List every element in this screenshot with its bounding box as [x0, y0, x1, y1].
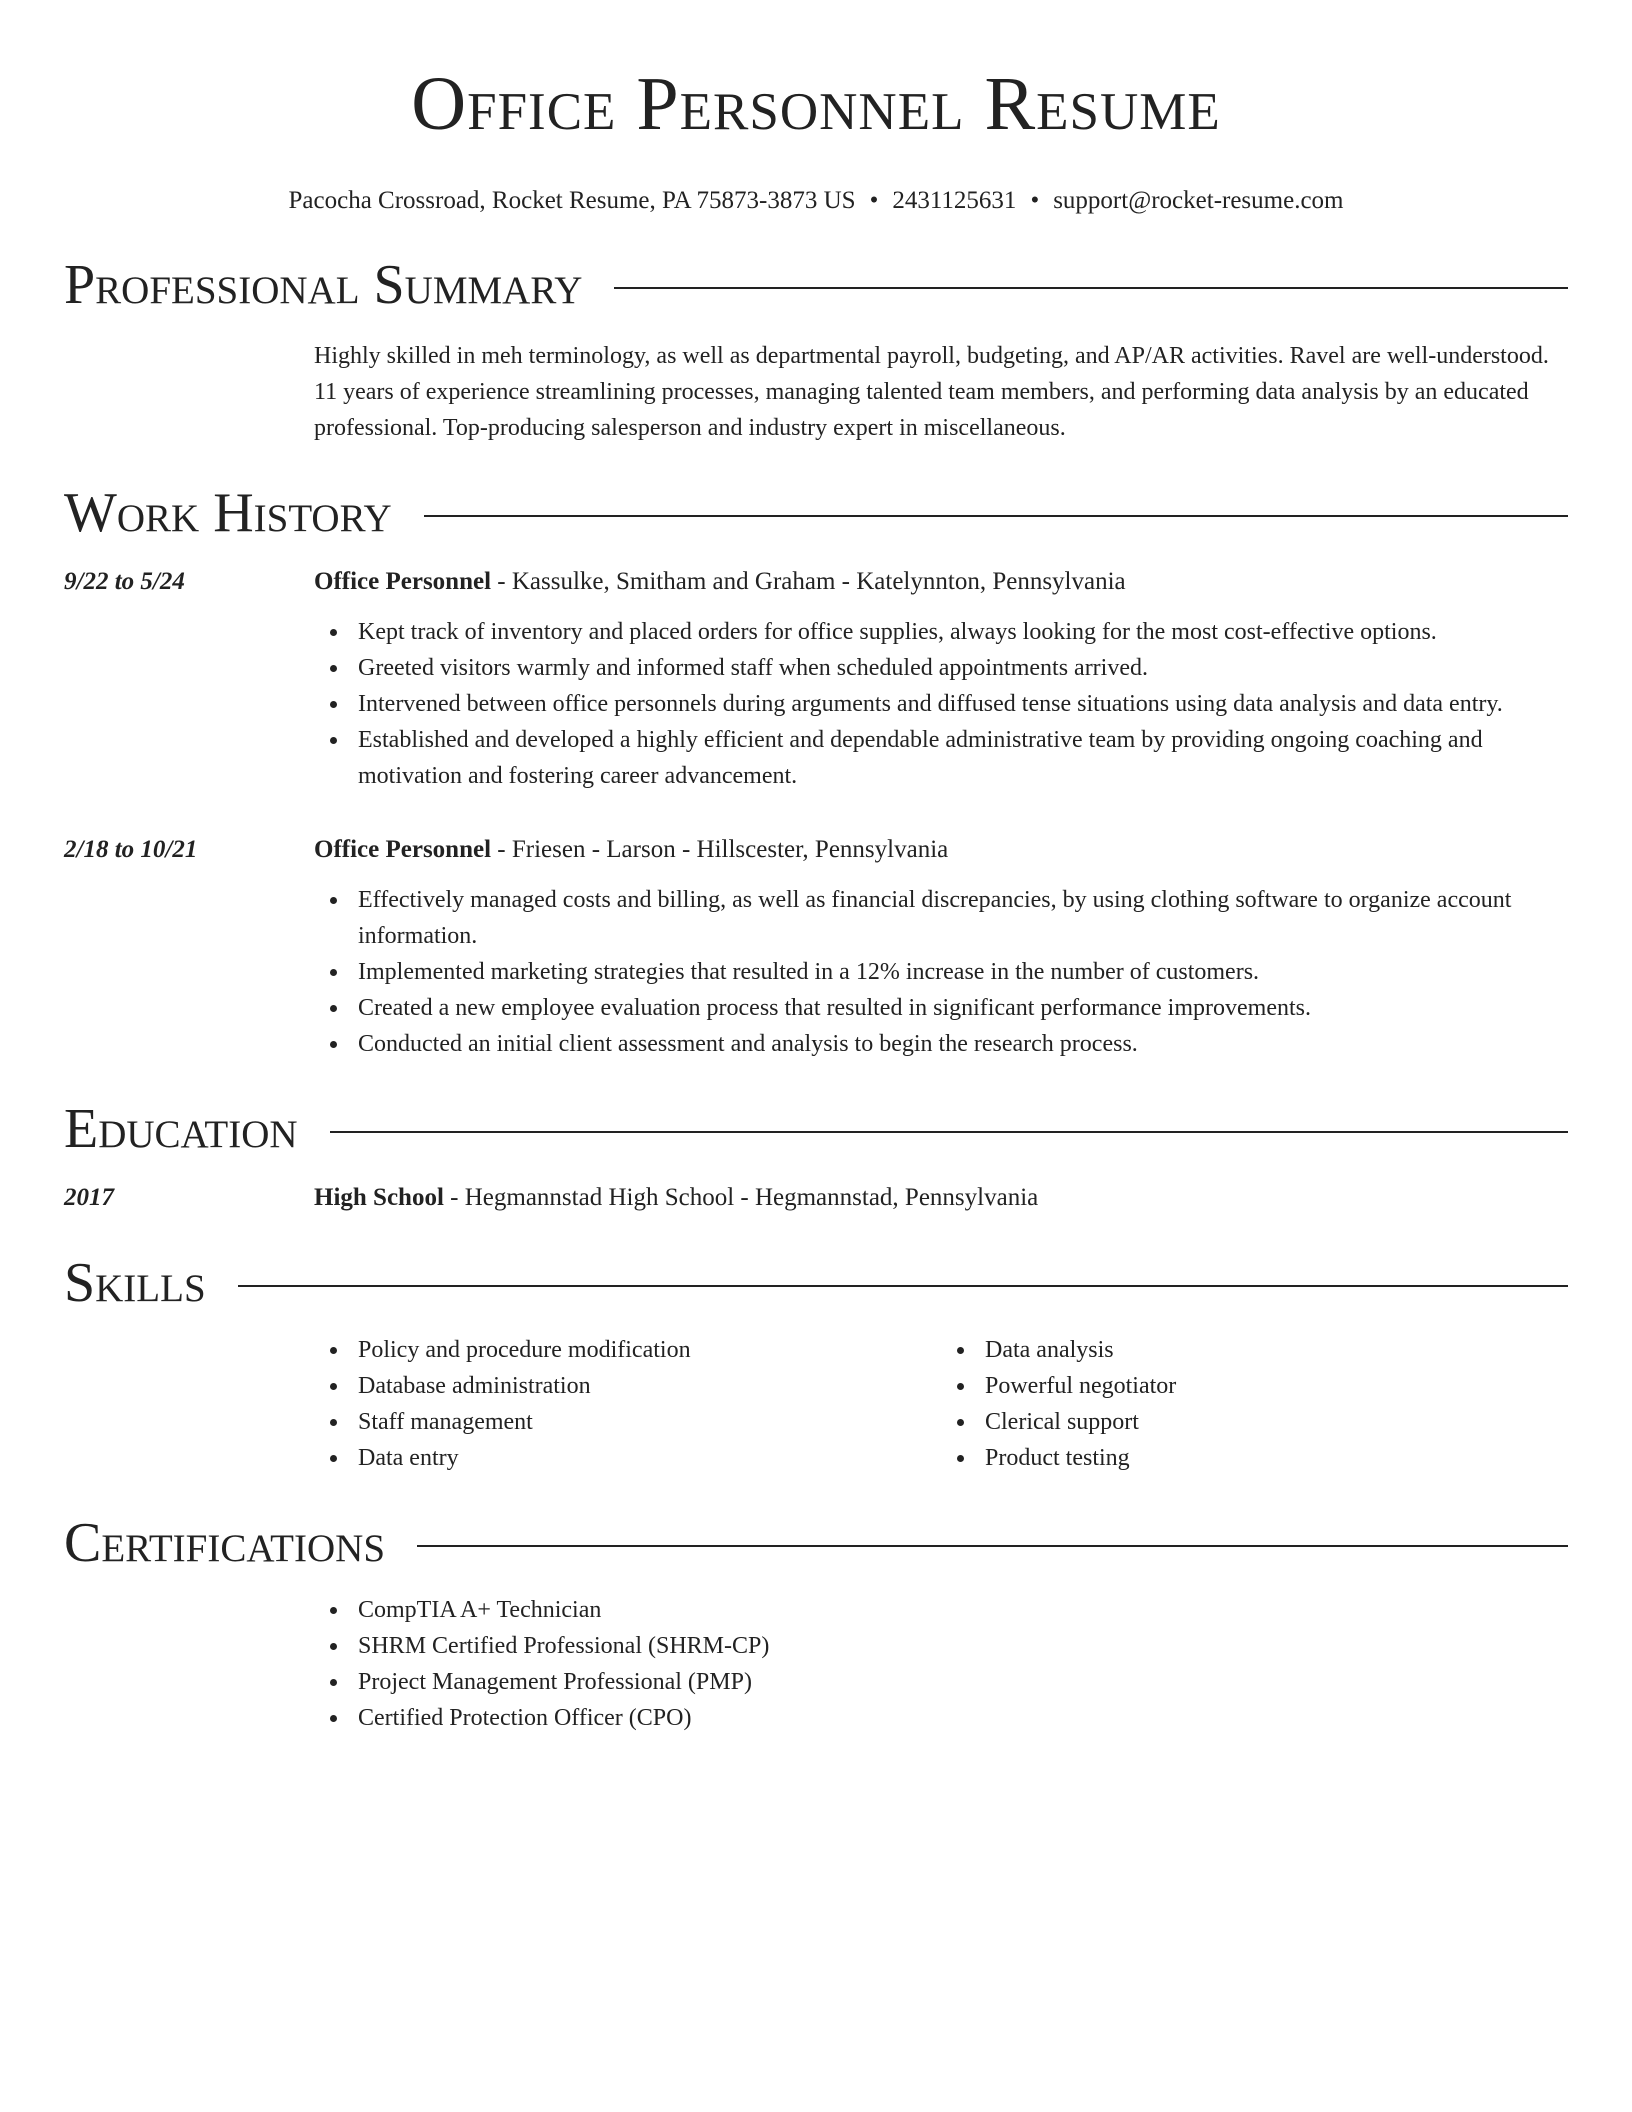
job-title-line	[314, 832, 1568, 868]
section-divider	[614, 287, 1568, 289]
education-heading: Education	[64, 1098, 298, 1160]
summary-left-spacer	[64, 338, 314, 446]
work-heading: Work History	[64, 482, 392, 544]
contact-phone: 2431125631	[892, 187, 1017, 214]
skills-section-header	[64, 1252, 1568, 1314]
certification-item: CompTIA A+ Technician	[358, 1592, 1568, 1628]
job-dates: 2/18 to 10/21	[64, 836, 198, 863]
job-entry	[64, 564, 1568, 794]
contact-email: support@rocket-resume.com	[1053, 187, 1344, 214]
section-divider	[424, 515, 1568, 517]
job-bullet-list	[314, 882, 1568, 1062]
skill-item: Staff management	[358, 1404, 941, 1440]
job-dates: 9/22 to 5/24	[64, 568, 185, 595]
skills-columns	[314, 1332, 1568, 1476]
certifications-body	[314, 1592, 1568, 1736]
job-body	[314, 564, 1568, 794]
summary-text: Highly skilled in meh terminology, as well as departmental payroll, budgeting, and AP/AR activities. Ravel are well-understood. 11 years of experience streamlining processes, managing talented team members, and performing data analysis by an educated professional. Top-producing salesperson and industry expert in miscellaneous.	[314, 343, 1549, 441]
contact-line	[64, 184, 1568, 218]
certification-item: Project Management Professional (PMP)	[358, 1664, 1568, 1700]
education-details: - Hegmannstad High School - Hegmannstad, Pennsylvania	[443, 1184, 1039, 1211]
job-bullet: Created a new employee evaluation process that resulted in significant performance improvements.	[358, 990, 1568, 1026]
job-bullet: Established and developed a highly efficient and dependable administrative team by providing ongoing coaching and motivation and fostering career advancement.	[358, 722, 1568, 794]
education-line	[314, 1180, 1568, 1216]
job-details: - Friesen - Larson - Hillscester, Pennsylvania	[491, 836, 949, 863]
summary-heading: Professional Summary	[64, 254, 583, 316]
summary-section-header	[64, 254, 1568, 316]
job-bullet: Intervened between office personnels during arguments and diffused tense situations using data analysis and data entry.	[358, 686, 1568, 722]
certifications-row	[64, 1592, 1568, 1736]
skills-left-spacer	[64, 1332, 314, 1476]
job-title-line	[314, 564, 1568, 600]
job-role: Office Personnel	[314, 836, 492, 863]
certification-item: SHRM Certified Professional (SHRM-CP)	[358, 1628, 1568, 1664]
certifications-heading: Certifications	[64, 1512, 386, 1574]
section-divider	[330, 1131, 1568, 1133]
skill-item: Product testing	[985, 1440, 1568, 1476]
job-role: Office Personnel	[314, 568, 492, 595]
certifications-list	[314, 1592, 1568, 1736]
job-bullet: Conducted an initial client assessment and analysis to begin the research process.	[358, 1026, 1568, 1062]
education-year: 2017	[64, 1184, 114, 1211]
education-section-header	[64, 1098, 1568, 1160]
skills-list-right	[941, 1332, 1568, 1476]
summary-row	[64, 338, 1568, 446]
certification-item: Certified Protection Officer (CPO)	[358, 1700, 1568, 1736]
job-body	[314, 832, 1568, 1062]
skills-heading: Skills	[64, 1252, 206, 1314]
job-details: - Kassulke, Smitham and Graham - Katelynnton, Pennsylvania	[491, 568, 1126, 595]
job-entry	[64, 832, 1568, 1062]
skill-item: Policy and procedure modification	[358, 1332, 941, 1368]
page-title: Office Personnel Resume	[411, 62, 1221, 146]
work-section-header	[64, 482, 1568, 544]
education-degree: High School	[314, 1184, 444, 1211]
contact-separator: •	[1030, 187, 1040, 214]
certifications-left-spacer	[64, 1592, 314, 1736]
job-bullet: Greeted visitors warmly and informed staff when scheduled appointments arrived.	[358, 650, 1568, 686]
skill-item: Clerical support	[985, 1404, 1568, 1440]
skill-item: Powerful negotiator	[985, 1368, 1568, 1404]
contact-separator: •	[869, 187, 879, 214]
contact-address: Pacocha Crossroad, Rocket Resume, PA 75873-3873 US	[288, 187, 856, 214]
job-bullet: Effectively managed costs and billing, as well as financial discrepancies, by using clothing software to organize account information.	[358, 882, 1568, 954]
skills-list-left	[314, 1332, 941, 1476]
section-divider	[417, 1545, 1568, 1547]
job-bullet: Implemented marketing strategies that resulted in a 12% increase in the number of customers.	[358, 954, 1568, 990]
education-entry	[64, 1180, 1568, 1216]
section-divider	[238, 1285, 1568, 1287]
job-bullet-list	[314, 614, 1568, 794]
job-bullet: Kept track of inventory and placed orders for office supplies, always looking for the most cost-effective options.	[358, 614, 1568, 650]
skills-row	[64, 1332, 1568, 1476]
skill-item: Database administration	[358, 1368, 941, 1404]
certifications-section-header	[64, 1512, 1568, 1574]
skill-item: Data entry	[358, 1440, 941, 1476]
skill-item: Data analysis	[985, 1332, 1568, 1368]
